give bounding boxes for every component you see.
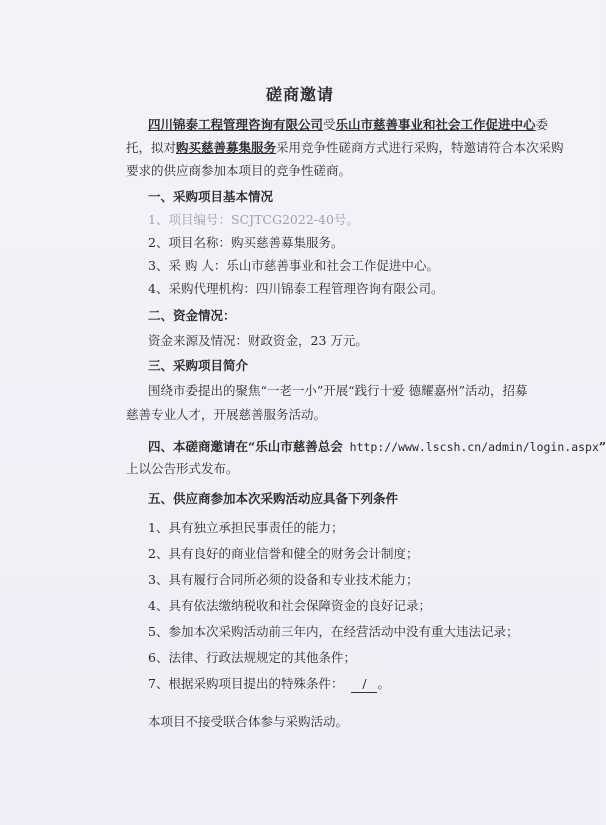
section-5-item-5: 5、参加本次采购活动前三年内，在经营活动中没有重大违法记录； — [148, 624, 519, 639]
section-5-item-1: 1、具有独立承担民事责任的能力； — [148, 520, 344, 535]
section-2-heading: 二、资金情况： — [148, 308, 236, 323]
section-1-item-4: 4、采购代理机构：四川锦泰工程管理咨询有限公司。 — [148, 281, 444, 296]
section-5-item-2: 2、具有良好的商业信誉和健全的财务会计制度； — [148, 546, 419, 561]
section-5-item-6: 6、法律、行政法规规定的其他条件； — [148, 650, 356, 665]
section-5-item-4: 4、具有依法缴纳税收和社会保障资金的良好记录； — [148, 598, 431, 613]
section-5-item-3: 3、具有履行合同所必须的设备和专业技术能力； — [148, 572, 419, 587]
agency-name: 四川锦泰工程管理咨询有限公司 — [148, 117, 324, 132]
section-3-heading: 三、采购项目简介 — [148, 358, 249, 373]
site-name: 乐山市慈善总会 — [255, 439, 343, 454]
project-name: 购买慈善募集服务 — [176, 140, 277, 155]
section-5-item-7: 7、根据采购项目提出的特殊条件： / 。 — [148, 676, 390, 691]
client-name: 乐山市慈善事业和社会工作促进中心 — [335, 117, 536, 132]
intro-line-1: 四川锦泰工程管理咨询有限公司受乐山市慈善事业和社会工作促进中心委 — [148, 117, 549, 132]
intro-line-2: 托，拟对购买慈善募集服务采用竞争性磋商方式进行采购，特邀请符合本次采购 — [126, 140, 564, 155]
section-3-line-2: 慈善专业人才，开展慈善服务活动。 — [126, 407, 327, 422]
intro-line-3: 要求的供应商参加本项目的竞争性磋商。 — [126, 163, 352, 178]
section-1-heading: 一、采购项目基本情况 — [148, 189, 274, 204]
section-1-item-3: 3、采 购 人：乐山市慈善事业和社会工作促进中心。 — [148, 258, 439, 273]
site-url: http://www.lscsh.cn/admin/login.aspx — [342, 440, 599, 454]
section-4-line-2: 上以公告形式发布。 — [126, 461, 239, 476]
section-2-text: 资金来源及情况：财政资金，23 万元。 — [148, 333, 368, 348]
closing-statement: 本项目不接受联合体参与采购活动。 — [148, 714, 349, 729]
section-5-heading: 五、供应商参加本次采购活动应具备下列条件 — [148, 491, 399, 506]
section-1-item-1: 1、项目编号：SCJTCG2022-40号。 — [148, 212, 359, 227]
section-1-item-2: 2、项目名称：购买慈善募集服务。 — [148, 235, 344, 250]
section-4-line-1: 四、本磋商邀请在“乐山市慈善总会 http://www.lscsh.cn/admin/login.aspx” — [148, 439, 606, 454]
section-3-line-1: 围绕市委提出的聚焦“一老一小”开展“践行十爱 德耀嘉州”活动，招募 — [148, 383, 528, 398]
special-conditions-blank: / — [351, 676, 377, 693]
document-title: 磋商邀请 — [265, 85, 334, 104]
